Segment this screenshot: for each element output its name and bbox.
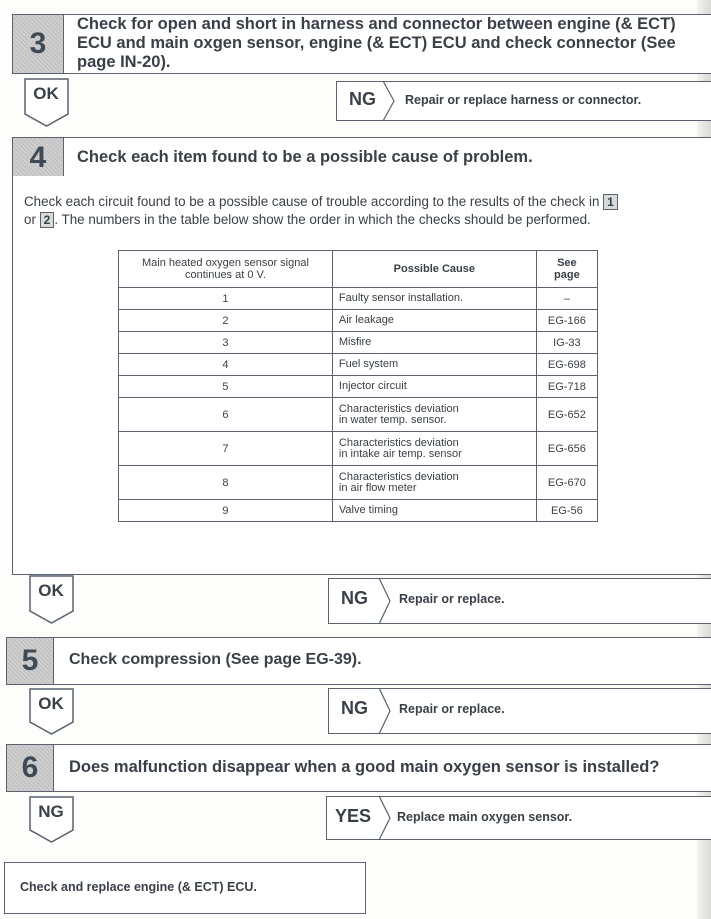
order-cell: 8 (119, 466, 333, 500)
cause-cell: Characteristics deviation in intake air temp. sensor (332, 432, 536, 466)
step-5-ng-action: Repair or replace. (399, 702, 505, 716)
chevron-right-icon (378, 578, 392, 624)
step-3-number: 3 (13, 15, 64, 73)
order-cell: 4 (119, 354, 333, 376)
table-row (119, 398, 598, 432)
page-cell[interactable]: EG-656 (536, 432, 597, 466)
header-signal: Main heated oxygen sensor signal continues at 0 V. (119, 251, 333, 288)
step-5-ok-label: OK (38, 694, 64, 713)
order-cell: 9 (119, 500, 333, 522)
cause-cell: Air leakage (332, 310, 536, 332)
chevron-right-icon (378, 688, 392, 734)
step-3-ok-tag[interactable] (24, 78, 68, 128)
cause-cell: Characteristics deviation in water temp. sensor. (332, 398, 536, 432)
step-5-ng-label: NG (341, 698, 368, 718)
cause-cell: Injector circuit (332, 376, 536, 398)
step-ref-1[interactable]: 1 (603, 194, 618, 210)
step-4-ng-box[interactable] (328, 578, 711, 624)
step-6-ng-tag[interactable] (29, 796, 73, 846)
order-cell: 2 (119, 310, 333, 332)
cause-cell: Characteristics deviation in air flow meter (332, 466, 536, 500)
chevron-right-icon (382, 81, 396, 121)
cause-cell: Misfire (332, 332, 536, 354)
table-row (119, 500, 598, 522)
possible-cause-table (118, 250, 598, 522)
cause-cell: Valve timing (332, 500, 536, 522)
step-4-intro (24, 193, 704, 229)
cause-cell: Fuel system (332, 354, 536, 376)
table-row (119, 310, 598, 332)
order-cell: 7 (119, 432, 333, 466)
step-6-number: 6 (7, 745, 54, 791)
table-row (119, 332, 598, 354)
step-5-box (6, 637, 711, 685)
intro-or: or (24, 212, 36, 227)
step-4-ng-label: NG (341, 588, 368, 608)
order-cell: 3 (119, 332, 333, 354)
order-cell: 5 (119, 376, 333, 398)
intro-text-2: . The numbers in the table below show the order in which the checks should be performed. (54, 212, 591, 227)
step-4-title: Check each item found to be a possible cause of problem. (77, 148, 533, 166)
page-cell[interactable]: EG-56 (536, 500, 597, 522)
step-3-title: Check for open and short in harness and connector between engine (& ECT) ECU and main oxgen sensor, engine (& ECT) ECU and check connector (See page IN-20). (77, 15, 676, 71)
step-4-ok-label: OK (38, 581, 64, 600)
page-cell[interactable]: EG-166 (536, 310, 597, 332)
step-4-ng-action: Repair or replace. (399, 592, 505, 606)
step-6-ng-label: NG (38, 802, 64, 821)
page-cell[interactable]: EG-718 (536, 376, 597, 398)
step-3-ng-action: Repair or replace harness or connector. (405, 93, 642, 107)
step-6-box (6, 744, 711, 792)
step-3-box (12, 14, 711, 74)
page-cell[interactable]: IG-33 (536, 332, 597, 354)
table-row (119, 432, 598, 466)
step-4-ok-tag[interactable] (29, 575, 73, 625)
step-5-title: Check compression (See page EG-39). (69, 651, 362, 668)
step-6-yes-action: Replace main oxygen sensor. (397, 810, 573, 824)
step-4-box (12, 137, 711, 178)
intro-text-1: Check each circuit found to be a possible cause of trouble according to the results of the check in (24, 194, 600, 209)
step-3-ok-label: OK (33, 84, 59, 103)
order-cell: 1 (119, 288, 333, 310)
step-ref-2[interactable]: 2 (40, 212, 55, 228)
chevron-right-icon (378, 796, 392, 840)
table-row (119, 466, 598, 500)
step-6-yes-box[interactable] (326, 796, 711, 840)
step-5-number: 5 (7, 638, 54, 684)
header-page: See page (536, 251, 597, 288)
table-row (119, 288, 598, 310)
page-cell[interactable]: EG-698 (536, 354, 597, 376)
table-header-row (119, 251, 598, 288)
cause-cell: Faulty sensor installation. (332, 288, 536, 310)
step-5-ok-tag[interactable] (29, 688, 73, 738)
order-cell: 6 (119, 398, 333, 432)
final-action-text: Check and replace engine (& ECT) ECU. (20, 880, 257, 894)
table-row (119, 354, 598, 376)
step-6-yes-label: YES (335, 806, 372, 826)
table-row (119, 376, 598, 398)
header-cause: Possible Cause (332, 251, 536, 288)
page-cell[interactable]: EG-652 (536, 398, 597, 432)
page-cell[interactable]: – (536, 288, 597, 310)
final-action-box[interactable] (4, 862, 366, 914)
step-6-title: Does malfunction disappear when a good main oxygen sensor is installed? (69, 758, 660, 776)
step-4-number: 4 (13, 138, 64, 177)
step-3-ng-label: NG (349, 89, 376, 109)
step-5-ng-box[interactable] (328, 688, 711, 734)
step-3-ng-box[interactable] (336, 81, 711, 121)
page-cell[interactable]: EG-670 (536, 466, 597, 500)
